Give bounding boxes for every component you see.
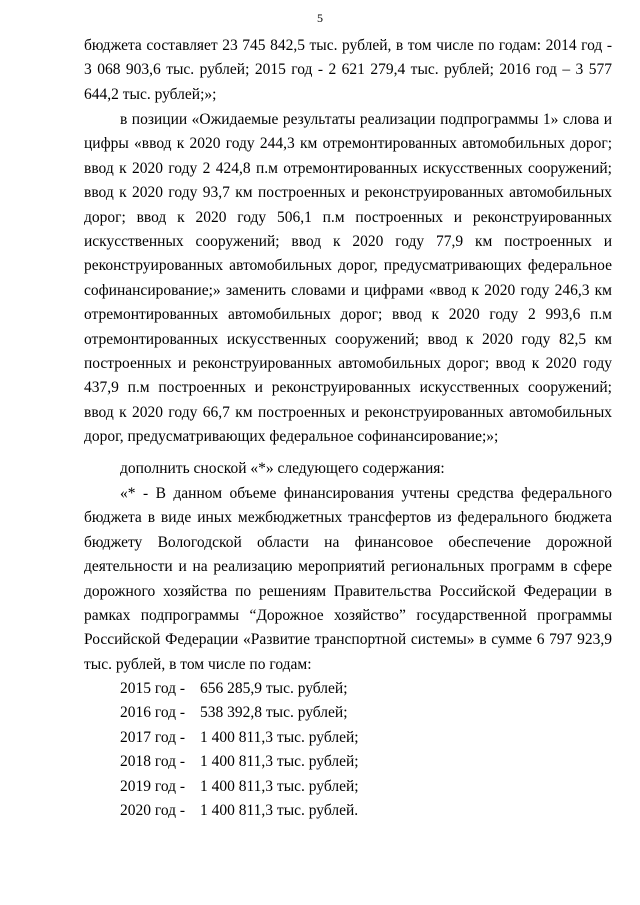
paragraph-text: «* - В данном объеме финансирования учтены средства федерального бюджета в виде иных межбюджетных трансфертов из федерального бюджета бюджету Вологодской области на финансовое обеспечение дорожной деятельности и на реализацию мероприятий региональных программ в сфере дорожного хозяйства по решениям Правительства Российской Федерации в рамках подпрограммы “Дорожное хозяйство” государственной программы Российской Федерации «Развитие транспортной системы» в сумме 6 797 923,9 тыс. рублей, в том числе по годам: (84, 485, 612, 673)
paragraph-expected-results (84, 108, 612, 450)
year-label: 2018 год - (120, 753, 186, 771)
year-label: 2017 год - (120, 728, 186, 746)
year-row (120, 701, 359, 725)
year-row (120, 799, 359, 823)
year-label: 2016 год - (120, 704, 186, 722)
paragraph-text: в позиции «Ожидаемые результаты реализации подпрограммы 1» слова и цифры «ввод к 2020 году 244,3 км отремонтированных автомобильных дорог; ввод к 2020 году 2 424,8 п.м отремонтированных искусственных сооружений; ввод к 2020 году 93,7 км построенных и реконструированных автомобильных дорог; ввод к 2020 году 506,1 п.м построенных и реконструированных искусственных сооружений; ввод к 2020 году 77,9 км построенных и реконструированных автомобильных дорог, предусматривающих федеральное софинансирование;» заменить словами и цифрами «ввод к 2020 году 246,3 км отремонтированных автомобильных дорог; ввод к 2020 году 2 993,6 п.м отремонтированных искусственных сооружений; ввод к 2020 году 82,5 км построенных и реконструированных автомобильных дорог; ввод к 2020 году 437,9 п.м построенных и реконструированных искусственных сооружений; ввод к 2020 году 66,7 км построенных и реконструированных автомобильных дорог, предусматривающих федеральное софинансирование;»; (84, 111, 612, 446)
paragraph-footnote (84, 482, 612, 677)
year-row (120, 750, 359, 774)
year-label: 2020 год - (120, 802, 186, 820)
year-label: 2019 год - (120, 777, 186, 795)
year-label: 2015 год - (120, 680, 186, 697)
year-row (120, 726, 359, 750)
year-amount: 1 400 811,3 тыс. рублей; (200, 728, 359, 746)
page-number: 5 (317, 11, 323, 25)
year-row (120, 775, 359, 799)
year-row (120, 677, 359, 701)
paragraph-footnote-intro (84, 457, 612, 481)
paragraph-text: дополнить сноской «*» следующего содержания: (120, 460, 445, 477)
year-amount: 538 392,8 тыс. рублей; (200, 704, 348, 722)
year-amount: 656 285,9 тыс. рублей; (200, 680, 348, 697)
year-amount: 1 400 811,3 тыс. рублей; (200, 753, 359, 771)
year-amount: 1 400 811,3 тыс. рублей. (200, 802, 359, 820)
paragraph-text: бюджета составляет 23 745 842,5 тыс. рублей, в том числе по годам: 2014 год - 3 068 903,6 тыс. рублей; 2015 год - 2 621 279,4 тыс. рублей; 2016 год – 3 577 644,2 тыс. рублей;»; (84, 37, 612, 103)
paragraph-budget-total (84, 34, 612, 107)
year-amount: 1 400 811,3 тыс. рублей; (200, 777, 359, 795)
funding-by-year-list (120, 677, 359, 823)
